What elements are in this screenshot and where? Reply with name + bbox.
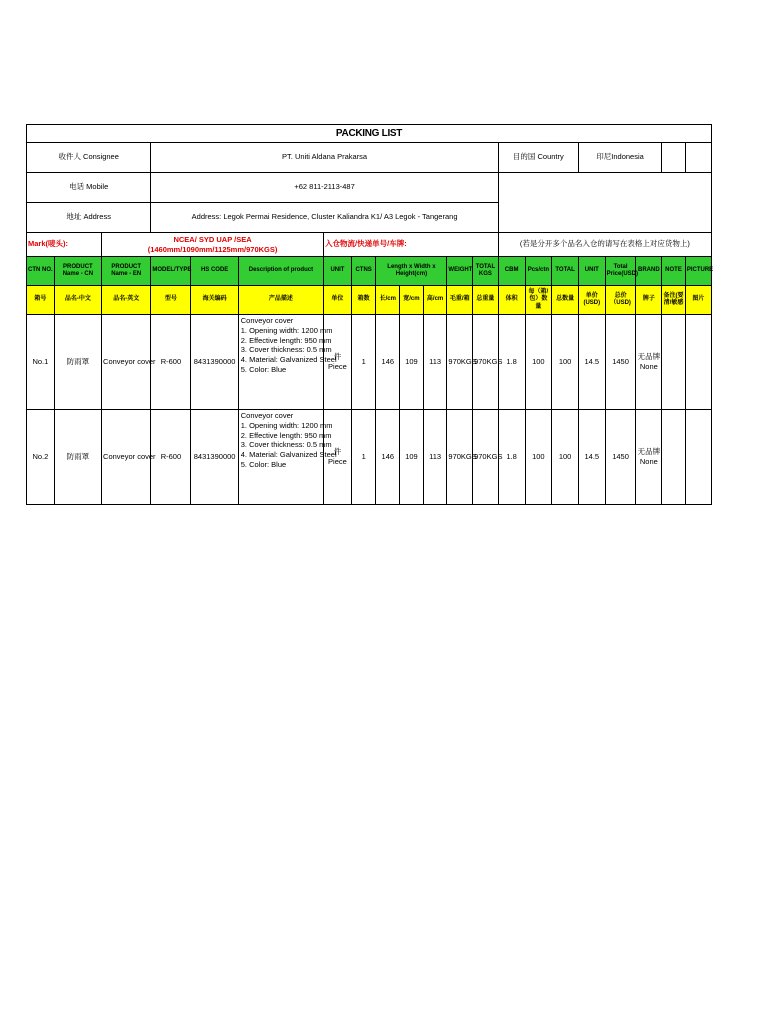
cell-name-cn: 防雨罩 (54, 410, 101, 505)
empty-cell (498, 173, 711, 233)
cell-ctns: 1 (351, 410, 376, 505)
consignee-label: 收件人 Consignee (27, 143, 151, 173)
empty-cell (685, 143, 711, 173)
cell-weight: 970KGS (447, 315, 473, 410)
header-unit-price: UNIT (578, 257, 605, 286)
cell-length: 146 (376, 410, 400, 505)
desc-line: 2. Effective length: 950 mm (240, 430, 332, 440)
header-picture: PICTURE (685, 257, 711, 286)
header-unit: UNIT (324, 257, 352, 286)
brand-en: None (639, 457, 658, 466)
header-total: TOTAL (552, 257, 579, 286)
header-cn-model: 型号 (151, 286, 191, 315)
header-lwh: Length x Width x Height(cm) (376, 257, 447, 286)
header-cn-height: 高/cm (423, 286, 447, 315)
brand-cn: 无品牌 (637, 351, 661, 361)
desc-line: 4. Material: Galvanized Steel (240, 450, 337, 459)
desc-line: 3. Cover thickness: 0.5 mm (240, 345, 332, 355)
header-cn-ctns: 箱数 (351, 286, 376, 315)
cell-total-price: 1450 (605, 315, 636, 410)
header-cn-width: 宽/cm (400, 286, 424, 315)
cell-cbm: 1.8 (498, 410, 525, 505)
desc-line: 4. Material: Galvanized Steel (240, 355, 337, 364)
header-cn-total-kgs: 总重量 (473, 286, 499, 315)
mark-value-line1: NCEA/ SYD UAP /SEA (173, 235, 252, 245)
mobile-value: +62 811-2113-487 (151, 173, 498, 203)
header-cn-name-cn: 品名-中文 (54, 286, 101, 315)
header-cn-hs-code: 海关编码 (191, 286, 238, 315)
mark-note: (若是分开多个品名入仓的请写在表格上对应货物上) (498, 233, 711, 257)
brand-en: None (639, 362, 658, 371)
cell-brand (636, 410, 662, 505)
cell-note (662, 315, 686, 410)
cell-model: R-600 (151, 315, 191, 410)
header-model: MODEL/TYPE (151, 257, 191, 286)
header-cn-cbm: 体积 (498, 286, 525, 315)
address-label: 地址 Address (27, 203, 151, 233)
desc-line: 2. Effective length: 950 mm (240, 335, 332, 345)
header-ctn-no: CTN NO. (27, 257, 55, 286)
country-label: 目的国 Country (498, 143, 578, 173)
cell-height: 113 (423, 315, 447, 410)
mark-value-line2: (1460mm/1090mm/1125mm/970KGS) (147, 244, 278, 254)
cell-unit-price: 14.5 (578, 410, 605, 505)
desc-line: Conveyor cover (240, 411, 294, 420)
header-cn-total: 总数量 (552, 286, 579, 315)
header-cn-note: 备注(要清/敏感 (662, 286, 686, 315)
desc-line: 3. Cover thickness: 0.5 mm (240, 440, 332, 450)
header-pcs-ctn: Pcs/ctn (525, 257, 552, 286)
header-cn-weight: 毛重/箱 (447, 286, 473, 315)
header-brand: BRAND (636, 257, 662, 286)
header-cn-ctn-no: 箱号 (27, 286, 55, 315)
cell-model: R-600 (151, 410, 191, 505)
table-row (27, 410, 712, 505)
cell-height: 113 (423, 410, 447, 505)
header-cn-length: 长/cm (376, 286, 400, 315)
cell-picture (685, 315, 711, 410)
desc-line: 5. Color: Blue (240, 364, 287, 374)
cell-pcs-ctn: 100 (525, 410, 552, 505)
cell-pcs-ctn: 100 (525, 315, 552, 410)
cell-length: 146 (376, 315, 400, 410)
header-total-kgs: TOTAL KGS (473, 257, 499, 286)
unit-en: Piece (328, 457, 347, 466)
cell-weight: 970KGS (447, 410, 473, 505)
cell-width: 109 (400, 315, 424, 410)
cell-hs-code: 8431390000 (191, 410, 238, 505)
header-cn-picture: 图片 (685, 286, 711, 315)
cell-total: 100 (552, 410, 579, 505)
unit-cn: 件 (333, 446, 342, 456)
cell-description (238, 410, 337, 505)
page-title: PACKING LIST (27, 125, 712, 143)
cell-total: 100 (552, 315, 579, 410)
cell-width: 109 (400, 410, 424, 505)
desc-line: 1. Opening width: 1200 mm (240, 325, 333, 335)
cell-total-price: 1450 (605, 410, 636, 505)
cell-note (662, 410, 686, 505)
cell-ctn-no: No.2 (27, 410, 55, 505)
cell-total-kgs: 970KGS (473, 315, 499, 410)
header-cn-unit-price: 单价(USD) (578, 286, 605, 315)
cell-description (238, 315, 337, 410)
cell-hs-code: 8431390000 (191, 315, 238, 410)
mark-value (102, 233, 324, 257)
header-cn-unit: 单位 (324, 286, 352, 315)
header-cn-pcs-ctn: 每（箱/包）数量 (525, 286, 552, 315)
cell-name-cn: 防雨罩 (54, 315, 101, 410)
packing-list-table (26, 124, 712, 505)
consignee-value: PT. Uniti Aldana Prakarsa (151, 143, 498, 173)
packing-list-sheet (26, 124, 712, 505)
mark-label: Mark(唛头): (27, 233, 102, 257)
header-hs-code: HS CODE (191, 257, 238, 286)
logistics-label: 入仓物流/快递单号/车牌: (324, 233, 499, 257)
header-ctns: CTNS (351, 257, 376, 286)
cell-unit-price: 14.5 (578, 315, 605, 410)
table-row (27, 315, 712, 410)
desc-line: Conveyor cover (240, 316, 294, 325)
header-weight: WEIGHT (447, 257, 473, 286)
header-cbm: CBM (498, 257, 525, 286)
brand-cn: 无品牌 (637, 446, 661, 456)
header-name-en: PRODUCT Name - EN (102, 257, 151, 286)
cell-name-en: Conveyor cover (102, 410, 151, 505)
header-note: NOTE (662, 257, 686, 286)
empty-cell (662, 143, 686, 173)
mobile-label: 电话 Mobile (27, 173, 151, 203)
country-value: 印尼Indonesia (578, 143, 661, 173)
unit-cn: 件 (333, 351, 342, 361)
cell-ctns: 1 (351, 315, 376, 410)
desc-line: 1. Opening width: 1200 mm (240, 420, 333, 430)
address-value: Address: Legok Permai Residence, Cluster Kaliandra K1/ A3 Legok - Tangerang (151, 203, 498, 233)
cell-cbm: 1.8 (498, 315, 525, 410)
header-cn-description: 产品描述 (238, 286, 323, 315)
cell-picture (685, 410, 711, 505)
cell-brand (636, 315, 662, 410)
cell-name-en: Conveyor cover (102, 315, 151, 410)
header-cn-name-en: 品名-英文 (102, 286, 151, 315)
header-description: Description of product (238, 257, 323, 286)
unit-en: Piece (328, 362, 347, 371)
header-cn-brand: 牌子 (636, 286, 662, 315)
cell-total-kgs: 970KGS (473, 410, 499, 505)
header-cn-total-price: 总价（USD) (605, 286, 636, 315)
header-name-cn: PRODUCT Name - CN (54, 257, 101, 286)
cell-ctn-no: No.1 (27, 315, 55, 410)
header-total-price: Total Price(USD) (605, 257, 636, 286)
desc-line: 5. Color: Blue (240, 459, 287, 469)
